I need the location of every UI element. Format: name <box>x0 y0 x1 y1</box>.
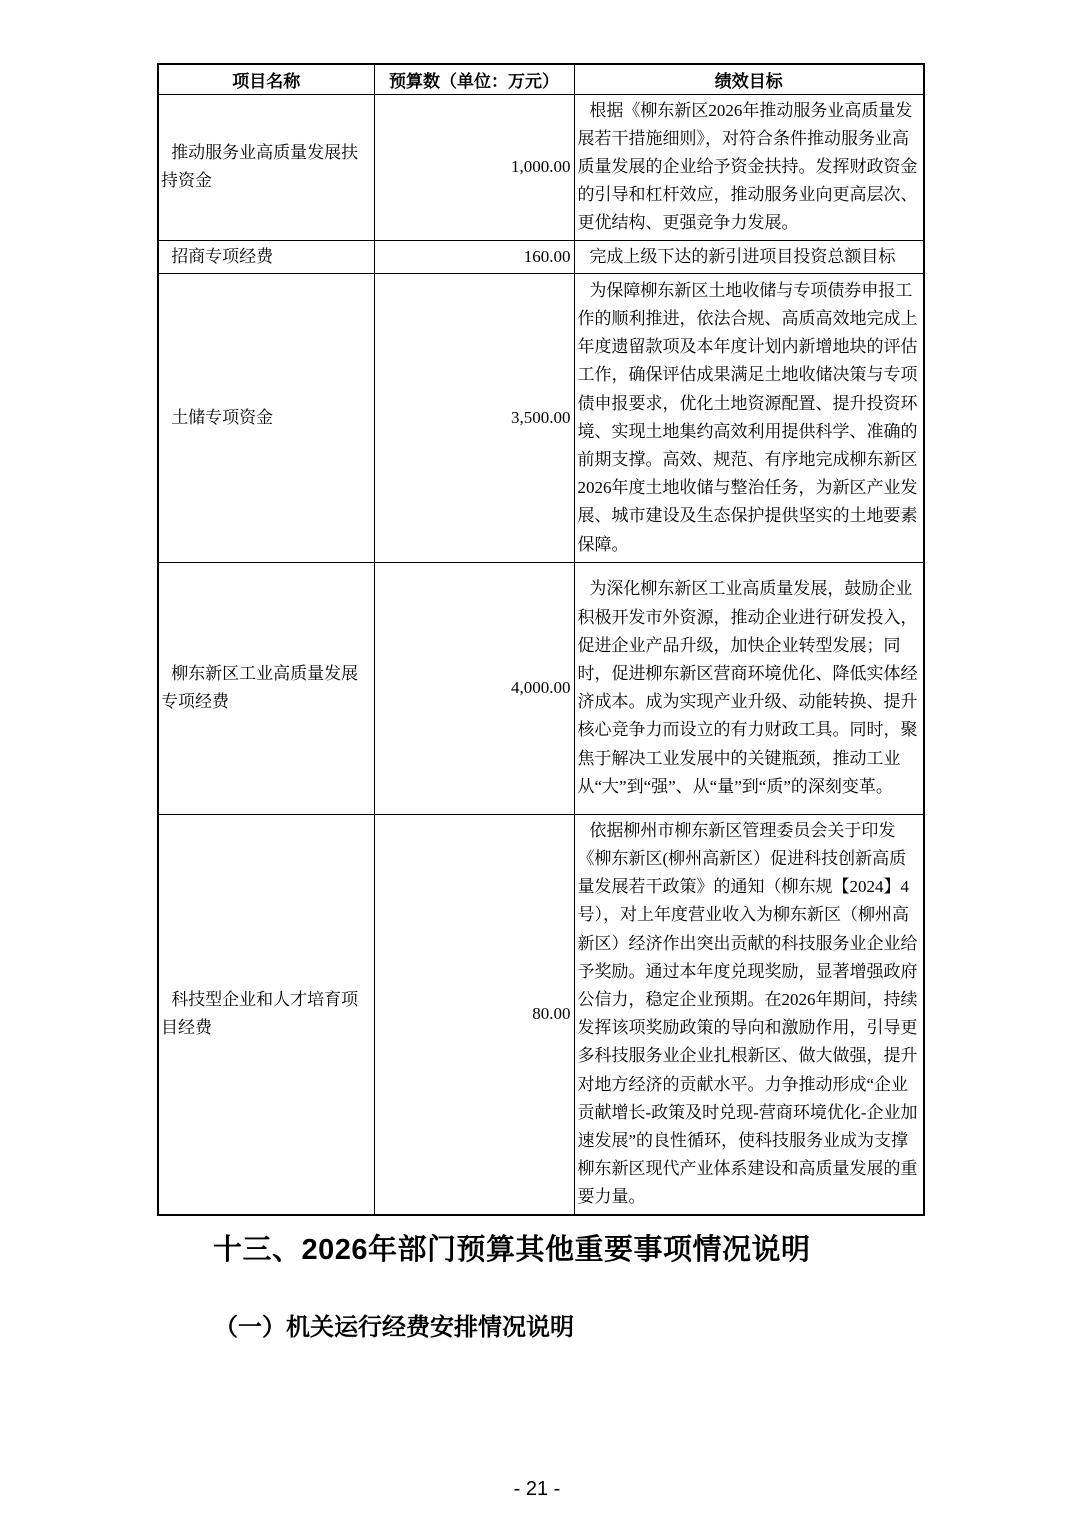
header-project-name: 项目名称 <box>158 64 374 94</box>
project-name-cell: 柳东新区工业高质量发展专项经费 <box>158 562 374 814</box>
performance-goal-cell: 根据《柳东新区2026年推动服务业高质量发展若干措施细则》，对符合条件推动服务业高质量发展的企业给予资金扶持。发挥财政资金的引导和杠杆效应，推动服务业向更高层次、更优结构、更强竞争力发展。 <box>574 94 924 240</box>
table-row <box>158 562 924 814</box>
project-budget-table <box>157 63 925 1216</box>
page-number: - 21 - <box>513 1478 561 1500</box>
header-budget-amount: 预算数（单位：万元） <box>374 64 574 94</box>
project-name-cell: 科技型企业和人才培育项目经费 <box>158 814 374 1214</box>
section-heading: 十三、2026年部门预算其他重要事项情况说明 <box>213 1234 811 1266</box>
budget-amount-cell: 160.00 <box>374 240 574 273</box>
project-name-cell: 招商专项经费 <box>158 240 374 273</box>
performance-goal-cell: 依据柳州市柳东新区管理委员会关于印发《柳东新区(柳州高新区）促进科技创新高质量发展若干政策》的通知（柳东规【2024】4号），对上年度营业收入为柳东新区（柳州高新区）经济作出突出贡献的科技服务业企业给予奖励。通过本年度兑现奖励，显著增强政府公信力，稳定企业预期。在2026年期间，持续发挥该项奖励政策的导向和激励作用，引导更多科技服务业企业扎根新区、做大做强，提升对地方经济的贡献水平。力争推动形成“企业贡献增长-政策及时兑现-营商环境优化-企业加速发展”的良性循环，使科技服务业成为支撑柳东新区现代产业体系建设和高质量发展的重要力量。 <box>574 814 924 1214</box>
project-name-cell: 土储专项资金 <box>158 273 374 562</box>
table-row <box>158 273 924 562</box>
performance-goal-cell: 为深化柳东新区工业高质量发展，鼓励企业积极开发市外资源，推动企业进行研发投入，促进企业产品升级，加快企业转型发展；同时，促进柳东新区营商环境优化、降低实体经济成本。成为实现产业升级、动能转换、提升核心竞争力而设立的有力财政工具。同时，聚焦于解决工业发展中的关键瓶颈，推动工业从“大”到“强”、从“量”到“质”的深刻变革。 <box>574 562 924 814</box>
table-row <box>158 94 924 240</box>
table-row <box>158 814 924 1214</box>
performance-goal-cell: 完成上级下达的新引进项目投资总额目标 <box>574 240 924 273</box>
project-name-cell: 推动服务业高质量发展扶持资金 <box>158 94 374 240</box>
table-header-row <box>158 64 924 94</box>
header-performance-goal: 绩效目标 <box>574 64 924 94</box>
subsection-heading: （一）机关运行经费安排情况说明 <box>214 1315 574 1341</box>
budget-amount-cell: 4,000.00 <box>374 562 574 814</box>
table-row <box>158 240 924 273</box>
budget-amount-cell: 3,500.00 <box>374 273 574 562</box>
budget-amount-cell: 1,000.00 <box>374 94 574 240</box>
budget-amount-cell: 80.00 <box>374 814 574 1214</box>
performance-goal-cell: 为保障柳东新区土地收储与专项债券申报工作的顺利推进，依法合规、高质高效地完成上年度遗留款项及本年度计划内新增地块的评估工作，确保评估成果满足土地收储决策与专项债申报要求，优化土地资源配置、提升投资环境、实现土地集约高效利用提供科学、准确的前期支撑。高效、规范、有序地完成柳东新区2026年度土地收储与整治任务，为新区产业发展、城市建设及生态保护提供坚实的土地要素保障。 <box>574 273 924 562</box>
